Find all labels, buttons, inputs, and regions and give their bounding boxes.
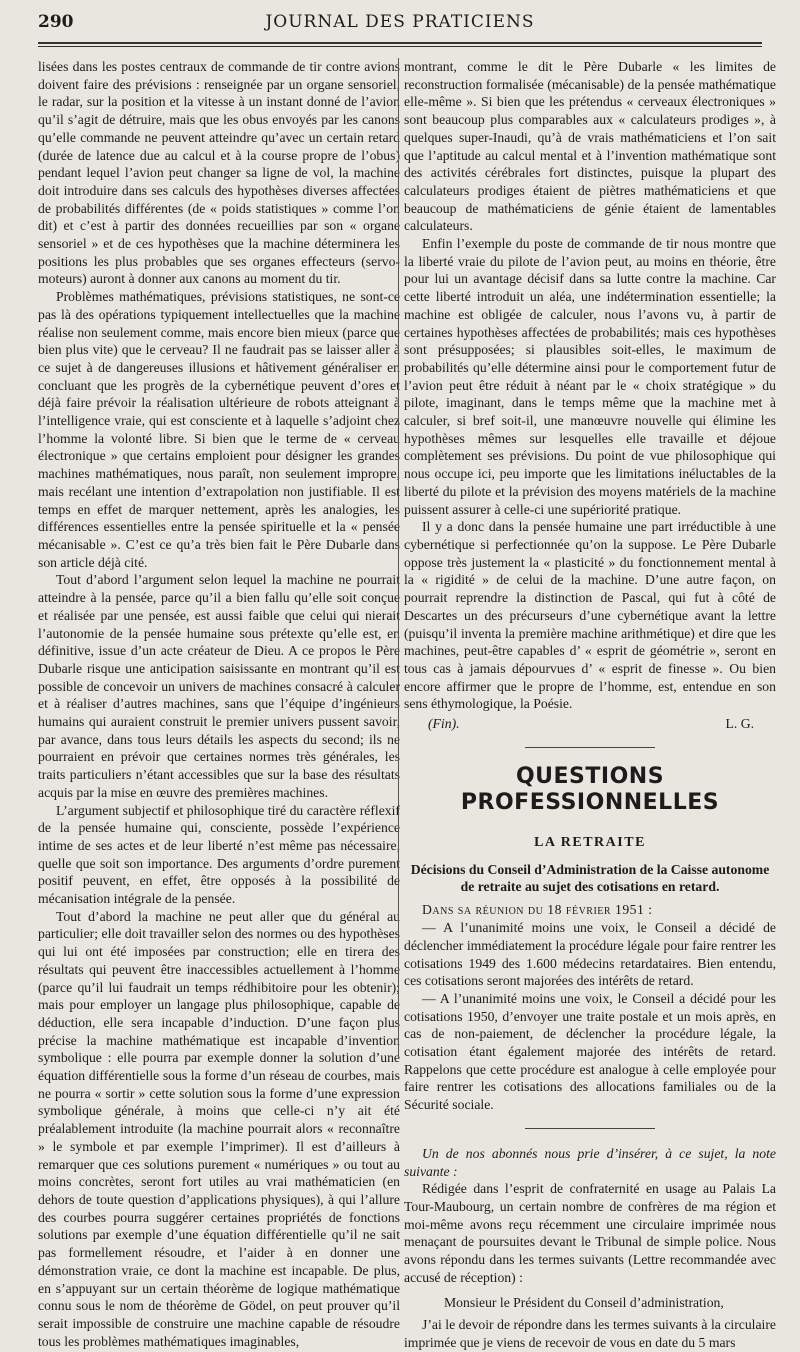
decision-title: Décisions du Conseil d’Administration de la Caisse autonome de retraite au sujet des cotisations en retard.: [410, 862, 770, 895]
page-number: 290: [38, 12, 74, 32]
article-end: [404, 715, 776, 733]
author-signature: L. G.: [725, 716, 754, 732]
left-column: [38, 58, 400, 1350]
decision-1: — A l’unanimité moins une voix, le Conseil a décidé de déclencher immédiatement la procédure légale pour faire rentrer les cotisations 1949 des 1.600 médecins retardataires. Bien entendu, ces cotisations seront majorées des intérêts de retard.: [404, 920, 776, 989]
letter-salutation: Monsieur le Président du Conseil d’administration,: [444, 1295, 724, 1311]
meeting-line: Dans sa réunion du 18 février 1951 :: [422, 902, 653, 918]
section-separator: [525, 747, 655, 748]
left-paragraph-1: lisées dans les postes centraux de commande de tir contre avions doivent faire des prévisions : renseignée par un organe sensoriel, le radar, sur la position et la vitesse à un instant donné de l’avion qu’il s’agit de détruire, mais que les obus envoyés par les canons qu’elle commande ne peuvent atteindre qu’avec un certain retard (durée de latence due au calcul et à la course propre de l’obus) pendant lequel l’avion peut changer sa ligne de vol, la machine doit introduire dans ses calculs des hypothèses diverses affectées de probabilités différentes (de « poids statistiques » comme l’on dit) et c’est à partir des données recueillies par son « organe sensoriel » et de ces hypothèses que la machine déterminera les positions les plus probables que ses organes effecteurs (servo-moteurs) auront à donner aux canons au moment du tir.: [38, 59, 400, 287]
header-rule: [38, 42, 762, 47]
left-paragraph-3: Tout d’abord l’argument selon lequel la machine ne pourrait atteindre à la pensée, parce qu’il a bien fallu qu’elle soit conçue et réalisée par une pensée, est aussi faible que celui qui nierait l’autonomie de la pensée humaine sous prétexte qu’elle est, en définitive, issue d’un acte créateur de Dieu. A ce propos le Père Dubarle risque une anticipation saisissante en montrant qu’il est possible de concevoir un univers de machines consacré à calculer et à réaliser d’autres machines, sans que l’équipe d’ingénieurs humains qui auraient construit le premier univers pussent savoir, par avance, dans tous leurs détails les aspects du second; ils ne pourraient en prévoir que certaines normes très générales, les traits particuliers n’étant accessibles que sur la base des résultats acquis par la mise en œuvre des premières machines.: [38, 572, 400, 800]
running-head: [38, 12, 762, 38]
left-paragraph-2: Problèmes mathématiques, prévisions statistiques, ne sont-ce pas là des opérations typiquement intellectuelles que la machine réalise non seulement comme, mais encore bien mieux (parce que bien plus vite) que le cerveau? Il ne faudrait pas se laisser aller à ce sujet à de dangereuses illusions et hâtivement généraliser en concluant que les progrès de la cybernétique peuvent d’ores et déjà faire prévoir la réalisation ultérieure de robots atteignant à l’intelligence vraie, qui est consciente et à laquelle s’adjoint chez l’homme la volonté libre. Si bien que le terme de « cerveau électronique » que certains emploient pour désigner les grandes machines mathématiques, nous paraît, non seulement impropre, mais recélant une intention d’extrapolation non justifiable. Il est temps en effet de marquer nettement, après les analogies, les différences essentielles entre la pensée spirituelle et la « pensée mécanisable ». C’est ce qu’a très bien fait le Père Dubarle dans son article déjà cité.: [38, 289, 400, 570]
reader-intro: Un de nos abonnés nous prie d’insérer, à ce sujet, la note suivante :: [404, 1145, 776, 1179]
left-paragraph-5: Tout d’abord la machine ne peut aller que du général au particulier; elle doit travailler selon des normes ou des hypothèses qui lui ont été imposées par construction; elle en tirera des résultats qui peuvent être inaccessibles actuellement à l’homme (parce qu’il lui faudrait un temps rédhibitoire pour les obtenir); mais pour employer un langage plus philosophique, capable de déduction, elle sera incapable d’induction. D’une façon plus précise la machine mathématique est incapable d’invention symbolique : elle pourra par exemple donner la solution d’une équation différentielle sous la forme d’un réseau de courbes, mais ne pourra « sortir » cette solution sous la forme d’une expression symbolique générale, à moins que celle-ci n’y ait été préalablement introduite (la machine pourrait alors « reconnaître » le symbole et par exemple l’imprimer). Il est d’ailleurs à remarquer que ces solutions purement « numériques » ou tout au moins concrètes, seront fort utiles au vrai mathématicien (en dehors de toute question d’applications physiques), à qui l’allure des courbes pourra suggérer certaines propriétés de fonctions solutions par exemple d’une équation différentielle qu’il ne sait pas formellement résoudre, et l’aider à en donner une démonstration vraie, ce dont la machine est incapable. De plus, en s’appuyant sur un certain théorème de logique mathématique connu sous le nom de théorème de Gödel, on peut prouver qu’il serait impossible de construire une machine capable de résoudre tous les problèmes mathématiques imaginables,: [38, 908, 400, 1349]
subsection-title: LA RETRAITE: [534, 834, 646, 850]
section-title: QUESTIONS PROFESSIONNELLES: [460, 763, 720, 815]
left-paragraph-4: L’argument subjectif et philosophique tiré du caractère réflexif de la pensée humaine qui, consciente, possède l’expérience intime de ses actes et de leur liberté n’est même pas nécessaire, quelle que soit son importance. Des arguments d’ordre purement positif peuvent, en effet, être opposés à la possibilité de mécanisation intégrale de la pensée.: [38, 802, 400, 907]
right-paragraph-3: Il y a donc dans la pensée humaine une part irréductible à une cybernétique si perfectionnée qu’on la suppose. Le Père Dubarle oppose très justement la « plasticité » du fonctionnement mental à la « rigidité » de celui de la machine. D’une autre façon, on pourrait reprendre la distinction de Pascal, qui fut à côté de Descartes un des précurseurs d’une cybernétique avant la lettre (puisqu’il inventa la première machine arithmétique) et dire que les machines, peut-être capables d’ « esprit de géométrie », seront en tous cas à jamais dépourvues d’ « esprit de finesse ». Ou bien encore affirmer que le propre de l’homme, est, entendue en son sens éthymologique, la Poésie.: [404, 519, 776, 712]
column-divider: [398, 58, 399, 1058]
reader-paragraph-2: J’ai le devoir de répondre dans les termes suivants à la circulaire imprimée que je viens de recevoir de vous en date du 5 mars: [404, 1317, 776, 1350]
journal-title: JOURNAL DES PRATICIENS: [265, 12, 535, 32]
right-paragraph-2: Enfin l’exemple du poste de commande de tir nous montre que la liberté vraie du pilote de l’avion peut, au moins en théorie, être pour lui un avantage décisif dans sa lutte contre la machine. Car cette liberté introduit un aléa, une indétermination essentielle; la machine est obligée de calculer, nous l’avons vu, à partir de certaines hypothèses affectées de probabilités; mais ces hypothèses sont présupposées; si plausibles soit-elles, le maximum de probabilités qu’elle détermine ainsi pour le comportement futur de l’avion peut être réduit à néant par le « choix stratégique » du pilote, imaginant, dans le temps même que la machine met à calculer, si bref soit-il, une manœuvre nouvelle qui élimine les hypothèses mêmes sur lesquelles elle travaille et déjoue complètement ses prévisions. Du point de vue philosophique qui nous occupe ici, peu importe que les limitations inéluctables de la liberté du pilote et la prévision des moyens matériels de la machine puissent assurer à celle-ci une supériorité pratique.: [404, 236, 776, 517]
reader-paragraph-1: Rédigée dans l’esprit de confraternité en usage au Palais La Tour-Maubourg, un certain nombre de confrères de ma région et moi-même avons reçu récemment une circulaire imprimée nous menaçant de poursuites devant le Tribunal de simple police. Nous avons répondu dans les termes suivants (Lettre recommandée avec accusé de réception) :: [404, 1181, 776, 1285]
note-separator: [525, 1128, 655, 1129]
right-paragraph-1: montrant, comme le dit le Père Dubarle « les limites de reconstruction formalisée (mécanisable) de la pensée mathématique elle-même ». Si bien que les prétendus « cerveaux électroniques » sont beaucoup plus comparables aux « calculateurs prodiges », à quelques super-Inaudi, qu’à de vrais mathématiciens et l’on sait que l’aptitude au calcul mental et à l’invention mathématique sont des activités cérébrales fort distinctes, puisque la plupart des calculateurs prodiges étaient de piètres mathématiciens et que beaucoup de mathématiciens de génie étaient de lamentables calculateurs.: [404, 59, 776, 234]
right-column: [404, 58, 776, 1352]
fin-label: (Fin).: [428, 716, 460, 732]
decision-2: — A l’unanimité moins une voix, le Conseil a décidé pour les cotisations 1950, d’envoyer une traite postale et un mois après, en cas de non-paiement, de déclencher la procédure légale, la cotisation étant également majorée des intérêts de retard. Rappelons que cette procédure est analogue à celle employée pour faire rentrer les cotisations des allocations familiales ou de la Sécurité sociale.: [404, 990, 776, 1113]
